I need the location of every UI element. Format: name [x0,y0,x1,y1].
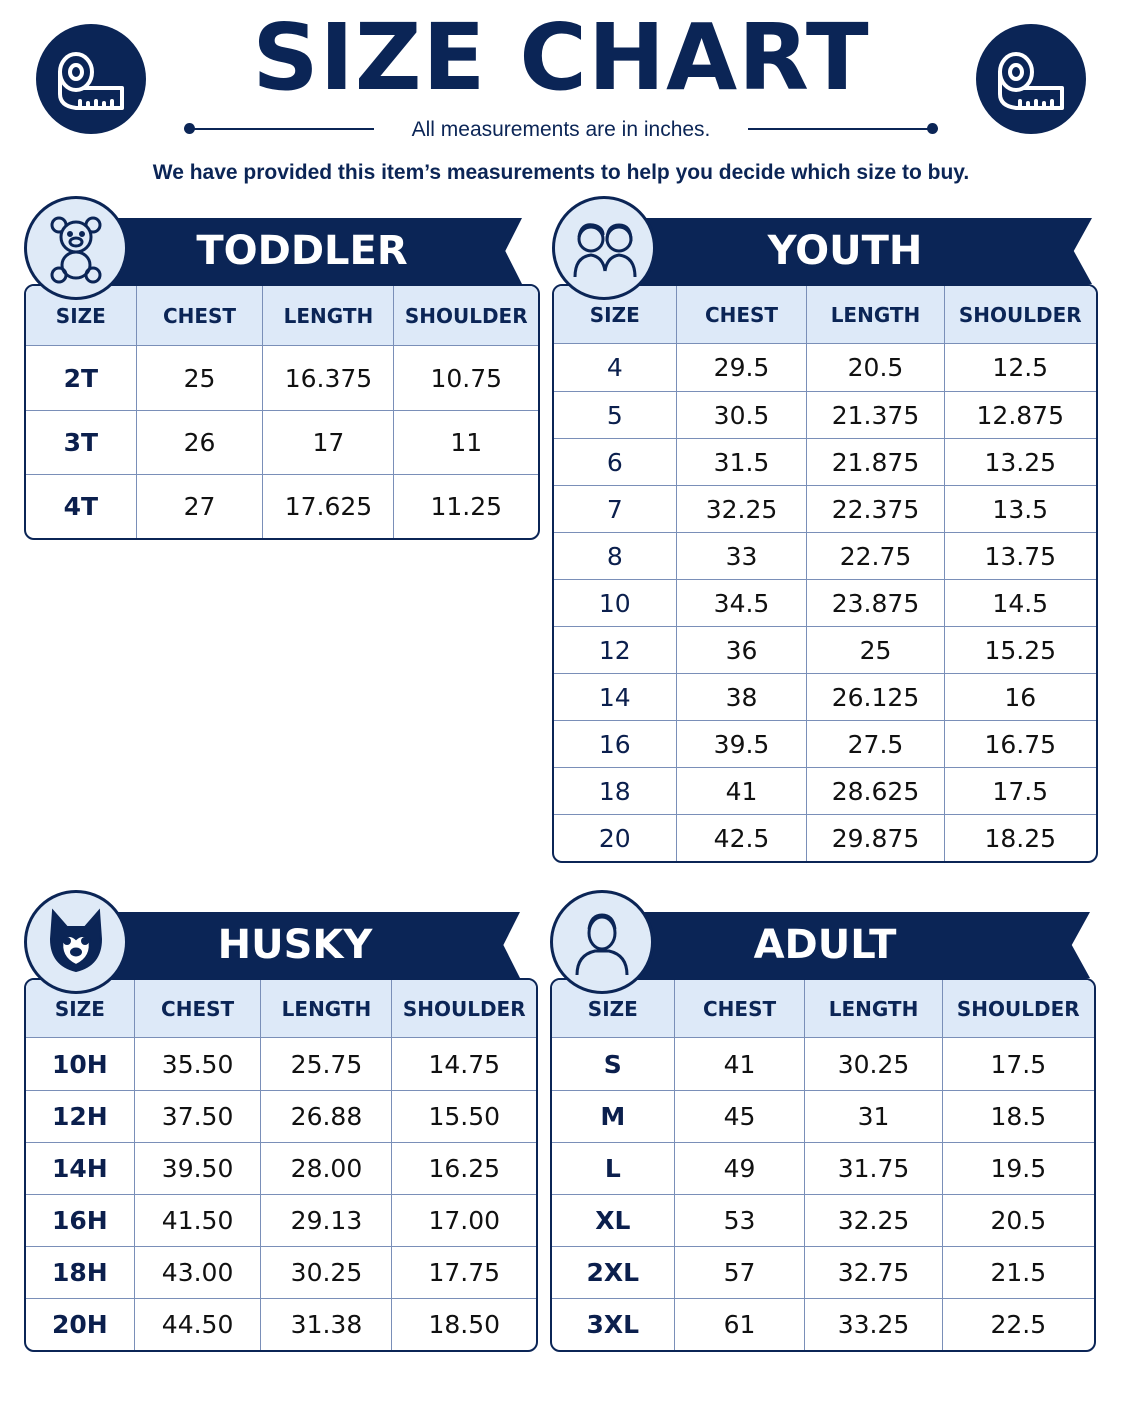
shoulder-cell: 16.75 [945,720,1096,767]
length-cell: 31 [805,1090,942,1142]
chest-cell: 32.25 [677,485,808,532]
column-header-size: SIZE [26,286,137,346]
table-row [554,767,1096,814]
divider-line [190,128,374,130]
shoulder-cell: 10.75 [430,363,503,393]
length-cell: 27.5 [807,720,944,767]
table-row [552,1194,1094,1246]
table-row [554,626,1096,673]
shoulder-cell: 18.50 [392,1298,536,1350]
shoulder-cell: 15.50 [392,1090,536,1142]
husky-title: HUSKY [217,922,373,968]
length-cell: 26.88 [261,1090,392,1142]
teddy-bear-icon [24,196,128,300]
table-row [554,720,1096,767]
size-cell: 18 [554,767,677,814]
chest-cell: 31.5 [677,438,808,485]
column-header-length: LENGTH [261,980,392,1038]
table-row [26,1142,536,1194]
length-cell: 25.75 [261,1038,392,1090]
length-cell: 17.625 [263,474,394,538]
column-header-chest: CHEST [137,286,264,346]
chest-cell: 38 [677,673,808,720]
chest-cell: 27 [137,474,264,538]
length-cell: 22.375 [807,485,944,532]
length-cell: 30.25 [805,1038,942,1090]
column-header-shoulder: SHOULDER [945,286,1096,344]
chest-cell: 53 [675,1194,806,1246]
length-cell: 30.25 [261,1246,392,1298]
size-cell: 3T [26,410,137,474]
size-cell: 4T [26,474,137,538]
table-row [554,344,1096,391]
husky-dog-icon [24,890,128,994]
table-row [26,1246,536,1298]
table-row [552,1246,1094,1298]
toddler-title: TODDLER [196,228,408,274]
youth-section [552,196,1098,864]
chest-cell: 41 [675,1038,806,1090]
size-cell: 5 [554,391,677,438]
column-header-size: SIZE [554,286,677,344]
size-cell: 2T [26,346,137,410]
size-cell: S [552,1038,675,1090]
column-header-chest: CHEST [675,980,806,1038]
chest-cell: 37.50 [135,1090,262,1142]
length-cell: 28.625 [807,767,944,814]
shoulder-cell: 18.5 [943,1090,1094,1142]
size-cell: 12 [554,626,677,673]
shoulder-cell: 19.5 [943,1142,1094,1194]
table-row [26,1194,536,1246]
units-note [0,116,1122,144]
table-row [554,391,1096,438]
table-row [554,814,1096,861]
length-cell: 25 [807,626,944,673]
adult-section [550,890,1096,1360]
chest-cell: 36 [677,626,808,673]
shoulder-cell: 14.75 [428,1049,501,1079]
divider-dot [927,123,938,134]
table-row [554,485,1096,532]
shoulder-cell: 18.25 [945,814,1096,861]
table-row [26,1298,536,1350]
chest-cell: 39.50 [135,1142,262,1194]
chest-cell: 44.50 [135,1298,262,1350]
husky-section [24,890,538,1360]
chest-cell: 57 [675,1246,806,1298]
chest-cell: 41.50 [135,1194,262,1246]
size-cell: L [552,1142,675,1194]
chest-cell: 41 [677,767,808,814]
shoulder-cell: 12.875 [945,391,1096,438]
table-row [26,346,538,410]
table-row [552,1038,1094,1090]
shoulder-cell: 20.5 [943,1194,1094,1246]
column-header-length: LENGTH [263,286,394,346]
shoulder-cell: 11 [394,410,538,474]
shoulder-cell: 17.00 [392,1194,536,1246]
length-cell: 33.25 [805,1298,942,1350]
chest-cell: 45 [675,1090,806,1142]
chest-cell: 39.5 [677,720,808,767]
page-title: SIZE CHART [252,4,870,111]
length-cell: 21.375 [807,391,944,438]
column-header-shoulder: SHOULDER [943,980,1094,1038]
size-cell: M [552,1090,675,1142]
size-cell: 10H [26,1038,135,1090]
size-cell: XL [552,1194,675,1246]
size-cell: 2XL [552,1246,675,1298]
column-header-length: LENGTH [805,980,942,1038]
size-cell: 16 [554,720,677,767]
size-cell: 20H [26,1298,135,1350]
size-cell: 20 [554,814,677,861]
shoulder-cell: 12.5 [992,353,1049,382]
table-row [552,1090,1094,1142]
shoulder-cell: 13.5 [945,485,1096,532]
size-cell: 16H [26,1194,135,1246]
column-header-shoulder: SHOULDER [394,286,538,346]
shoulder-cell: 15.25 [945,626,1096,673]
length-cell: 32.25 [805,1194,942,1246]
table-row [26,474,538,538]
length-cell: 16.375 [263,346,394,410]
toddler-section [24,196,540,540]
length-cell: 21.875 [807,438,944,485]
divider-line [748,128,932,130]
table-row [554,438,1096,485]
length-cell: 29.875 [807,814,944,861]
chest-cell: 33 [677,532,808,579]
table-row [26,1090,536,1142]
size-cell: 18H [26,1246,135,1298]
shoulder-cell: 17.5 [945,767,1096,814]
length-cell: 28.00 [261,1142,392,1194]
adult-title: ADULT [753,922,897,968]
column-header-size: SIZE [552,980,675,1038]
helper-text: We have provided this item’s measurements to help you decide which size to buy. [152,161,970,184]
shoulder-cell: 16 [945,673,1096,720]
table-row [26,1038,536,1090]
chest-cell: 30.5 [677,391,808,438]
shoulder-cell: 21.5 [943,1246,1094,1298]
shoulder-cell: 17.75 [392,1246,536,1298]
length-cell: 29.13 [261,1194,392,1246]
column-header-length: LENGTH [807,286,944,344]
column-header-shoulder: SHOULDER [392,980,536,1038]
length-cell: 17 [263,410,394,474]
chest-cell: 42.5 [677,814,808,861]
chest-cell: 49 [675,1142,806,1194]
toddler-table [24,284,540,540]
chest-cell: 26 [137,410,264,474]
shoulder-cell: 11.25 [394,474,538,538]
column-header-size: SIZE [26,980,135,1038]
youth-title: YOUTH [767,228,923,274]
size-cell: 10 [554,579,677,626]
adult-person-icon [550,890,654,994]
size-cell: 14H [26,1142,135,1194]
length-cell: 31.38 [261,1298,392,1350]
size-cell: 4 [554,344,677,391]
size-cell: 8 [554,532,677,579]
units-note-text: All measurements are in inches. [411,118,711,141]
length-cell: 23.875 [807,579,944,626]
table-row [554,579,1096,626]
length-cell: 20.5 [807,344,944,391]
table-row [552,1298,1094,1350]
size-cell: 6 [554,438,677,485]
chest-cell: 61 [675,1298,806,1350]
chest-cell: 25 [137,346,264,410]
shoulder-cell: 13.25 [945,438,1096,485]
column-header-chest: CHEST [135,980,262,1038]
chest-cell: 35.50 [135,1038,262,1090]
shoulder-cell: 16.25 [392,1142,536,1194]
chest-cell: 43.00 [135,1246,262,1298]
chest-cell: 29.5 [677,344,808,391]
length-cell: 31.75 [805,1142,942,1194]
shoulder-cell: 22.5 [943,1298,1094,1350]
table-row [26,410,538,474]
size-cell: 3XL [552,1298,675,1350]
length-cell: 32.75 [805,1246,942,1298]
youth-table [552,284,1098,863]
children-icon [552,196,656,300]
size-cell: 7 [554,485,677,532]
shoulder-cell: 13.75 [945,532,1096,579]
chest-cell: 34.5 [677,579,808,626]
shoulder-cell: 14.5 [945,579,1096,626]
length-cell: 26.125 [807,673,944,720]
table-row [554,673,1096,720]
column-header-chest: CHEST [677,286,808,344]
size-cell: 12H [26,1090,135,1142]
shoulder-cell: 17.5 [990,1049,1047,1079]
length-cell: 22.75 [807,532,944,579]
husky-table [24,978,538,1352]
table-row [554,532,1096,579]
adult-table [550,978,1096,1352]
size-cell: 14 [554,673,677,720]
table-row [552,1142,1094,1194]
